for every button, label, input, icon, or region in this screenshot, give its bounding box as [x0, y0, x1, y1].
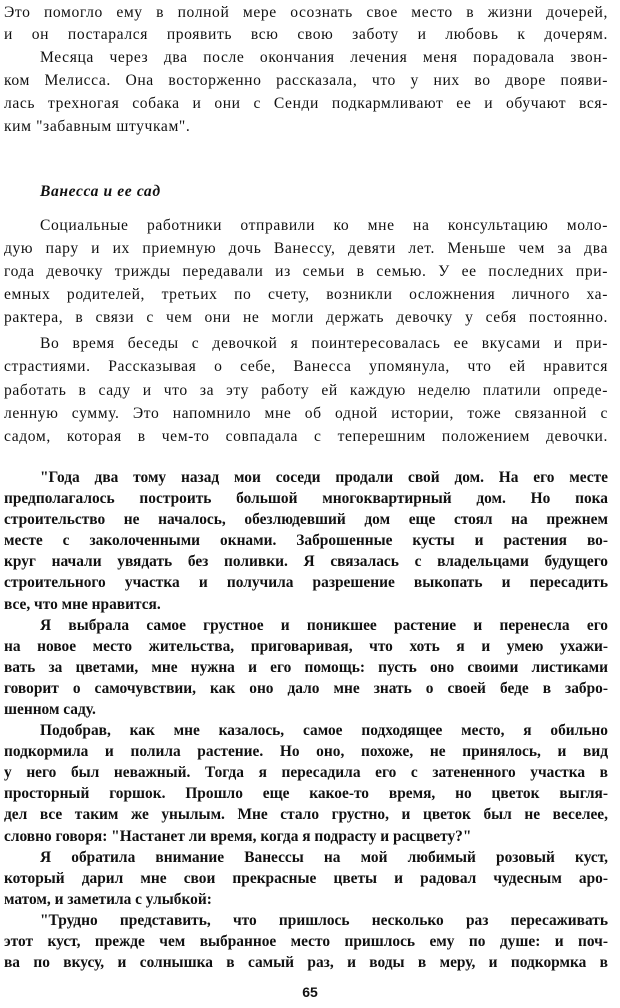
story-line: предполагалось построить большой многоквартирный дом. Но пока [4, 490, 608, 508]
story-line: Подобрав, как мне казалось, самое подходящее место, я обильно [40, 722, 608, 739]
story-line: дел все таким же унылым. Мне стало грустно, и цветок был не веселее, [4, 806, 608, 824]
story-line: просторный горшок. Прошло еще какое-то время, но цветок выгля- [4, 785, 608, 803]
text-line: Это помогло ему в полной мере осознать свое место в жизни дочерей, [4, 4, 608, 21]
text-line: Социальные работники отправили ко мне на консультацию моло- [40, 217, 608, 234]
story-line: все, что мне нравится. [4, 595, 161, 613]
text-line: работать в саду и что за эту работу ей каждую неделю платили опреде- [4, 382, 608, 399]
story-line: Я обратила внимание Ванессы на мой любимый розовый куст, [40, 848, 608, 866]
story-line: вать за цветами, мне нужна и его помощь: пусть оно своими листиками [4, 658, 608, 676]
story-line: Я выбрала самое грустное и поникшее растение и перенесла его [40, 616, 608, 634]
story-line: на новое место жительства, приговаривая, что хоть я и умею ухажи- [4, 637, 608, 655]
text-line: страстиями. Рассказывая о себе, Ванесса упомянула, что ей нравится [4, 358, 608, 375]
story-line: подкормила и полила растение. Но оно, похоже, не принялось, и вид [4, 743, 608, 761]
text-line: лась трехногая собака и они с Сенди подкармливают ее и обучают вся- [4, 95, 608, 112]
story-line: у него был неважный. Тогда я пересадила его с затененного участка в [4, 764, 608, 782]
text-line: и он постарался проявить всю свою заботу и любовь к дочерям. [4, 26, 608, 43]
story-line: матом, и заметила с улыбкой: [4, 890, 212, 908]
text-line: ком Мелисса. Она восторженно рассказала, что у них во дворе появи- [4, 72, 608, 89]
text-line: дую пару и их приемную дочь Ванессу, девяти лет. Меньше чем за два [4, 240, 608, 257]
text-line: года девочку трижды передавали из семьи в семью. У ее последних при- [4, 263, 608, 280]
section-heading: Ванесса и ее сад [40, 183, 161, 200]
text-line: Во время беседы с девочкой я поинтересовалась ее вкусами и при- [40, 335, 608, 352]
text-line: ким "забавным штучкам". [4, 118, 191, 135]
text-line: садом, которая в чем-то совпадала с теперешним положением девочки. [4, 428, 608, 445]
page-number: 65 [302, 984, 318, 1000]
story-line: этот куст, прежде чем выбранное место пришлось ему по душе: и поч- [4, 932, 608, 950]
story-line: строительного участка и получила разрешение выкопать и пересадить [4, 574, 608, 592]
story-line: который дарил мне свои прекрасные цветы и радовал чудесным аро- [4, 869, 608, 887]
story-line: "Трудно представить, что пришлось несколько раз пересаживать [40, 911, 608, 929]
story-line: ва по вкусу, и солнышка в самый раз, и воды в меру, и подкормка в [4, 954, 608, 971]
story-line: месте с заколоченными окнами. Заброшенные кусты и растения во- [4, 532, 608, 550]
text-line: рактера, в связи с чем они не могли держать девочку у себя постоянно. [4, 309, 608, 326]
story-line: строительство не началось, обезлюдевший дом еще стоял на прежнем [4, 511, 608, 529]
story-line: словно говоря: "Настанет ли время, когда я подрасту и расцвету?" [4, 827, 472, 845]
story-line: шенном саду. [4, 701, 96, 718]
story-line: "Года два тому назад мои соседи продали свой дом. На его месте [40, 469, 608, 486]
text-line: ленную сумму. Это напомнило мне об одной истории, тоже связанной с [4, 405, 608, 422]
story-line: круг начали увядать без поливки. Я связалась с владельцами будущего [4, 553, 608, 571]
story-line: говорит о самочувствии, как оно дало мне знать о своей беде в забро- [4, 679, 608, 697]
text-line: Месяца через два после окончания лечения меня порадовала звон- [40, 49, 608, 66]
text-line: емных родителей, третьих по счету, возникли осложнения личного ха- [4, 286, 608, 303]
